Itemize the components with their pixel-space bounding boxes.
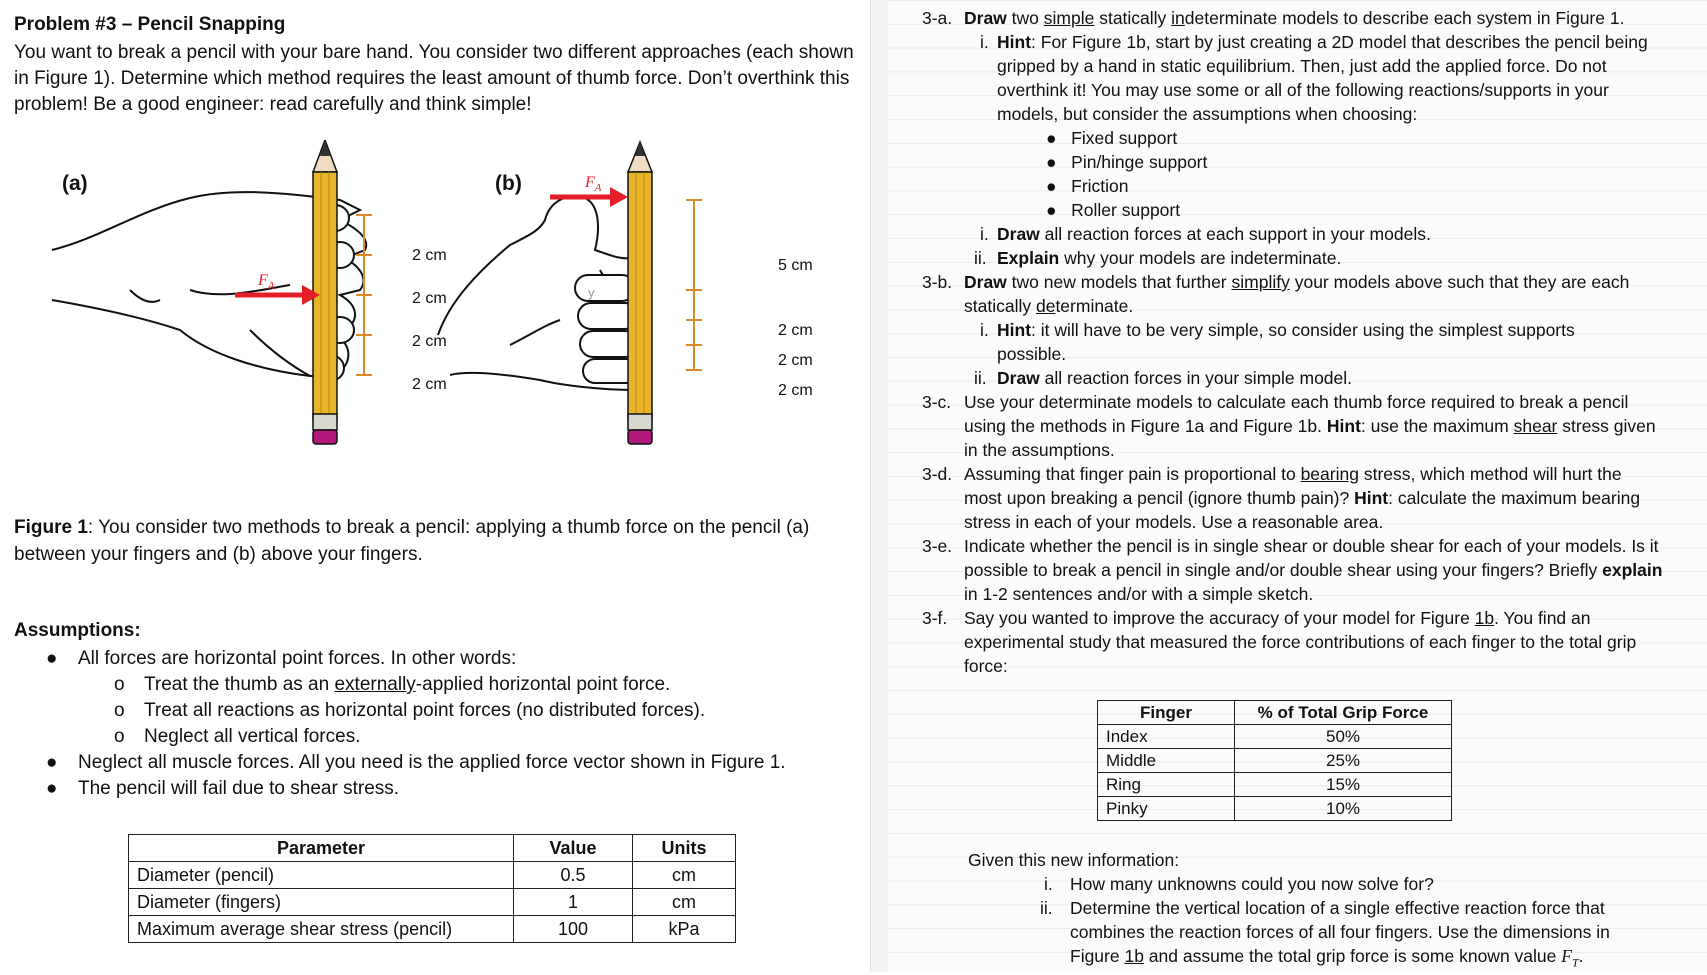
q3c-text: Use your determinate models to calculate each thumb force required to break a pencil using the methods in Figure 1a and Figure 1b. Hint: use the maximum shear stress given in the assumptions.: [964, 392, 1656, 460]
q3a-i-num: i.: [980, 32, 989, 52]
table-cell: cm: [633, 889, 736, 916]
dim-b-1: 5 cm: [778, 257, 813, 274]
dimension-line-a: [356, 215, 372, 375]
support-list-item: ● Fixed support: [1046, 128, 1178, 148]
force-label-b: $F_A$: [585, 174, 602, 194]
assumption-item: ● All forces are horizontal point forces. In other words:: [46, 648, 517, 669]
q3f-i-text: How many unknowns could you now solve for?: [1070, 874, 1434, 894]
table-cell: 10%: [1235, 797, 1452, 821]
table-header-row: [129, 835, 736, 862]
assumption-item: ● The pencil will fail due to shear stress.: [46, 778, 400, 799]
table-row: [1098, 725, 1452, 749]
q3d-text: Assuming that finger pain is proportional to bearing stress, which method will hurt the most upon breaking a pencil (ignore thumb pain)? Hint: calculate the maximum bearing stress in each of your models. Use a reasonable area.: [964, 464, 1641, 532]
problem-title: Problem #3 – Pencil Snapping: [14, 14, 286, 35]
pencil-b: [628, 142, 652, 444]
table-cell: 0.5: [514, 862, 633, 889]
parameter-table: [128, 834, 736, 943]
q3b-ii-text: Draw all reaction forces in your simple model.: [997, 368, 1353, 388]
support-list-item: ● Friction: [1046, 176, 1129, 196]
figure-label-b: (b): [495, 172, 522, 195]
dim-b-2: 2 cm: [778, 322, 813, 339]
table-cell: Maximum average shear stress (pencil): [129, 916, 514, 943]
table-cell: 25%: [1235, 749, 1452, 773]
assumptions-heading: Assumptions:: [14, 620, 141, 641]
header-cell: Value: [514, 835, 633, 862]
q3a-text: Draw two simple statically indeterminate models to describe each system in Figure 1.: [964, 8, 1625, 28]
table-cell: 15%: [1235, 773, 1452, 797]
header-cell: % of Total Grip Force: [1235, 701, 1452, 725]
table-row: [1098, 749, 1452, 773]
support-list-item: ● Pin/hinge support: [1046, 152, 1208, 172]
table-cell: Index: [1098, 725, 1235, 749]
q3b-i-text: Hint: it will have to be very simple, so consider using the simplest supports possible.: [997, 320, 1575, 364]
table-cell: Pinky: [1098, 797, 1235, 821]
q3a-hint: Hint: For Figure 1b, start by just creating a 2D model that describes the pencil being gripped by a hand in static equilibrium. Then, just add the applied force. Do not overthink it! You may use some or all of the following reactions/supports in your models, but consider the assumptions when choosing:: [997, 32, 1648, 124]
caption-label: Figure 1: [14, 517, 88, 538]
q3f-ii-num: ii.: [1040, 898, 1053, 918]
q3a-i2-text: Draw all reaction forces at each support in your models.: [997, 224, 1431, 244]
table-row: [1098, 773, 1452, 797]
q3e-label: 3-e.: [922, 536, 953, 556]
figure-label-a: (a): [62, 172, 88, 195]
q3c-label: 3-c.: [922, 392, 952, 412]
q3a-i2-num: i.: [980, 224, 989, 244]
table-cell: 50%: [1235, 725, 1452, 749]
table-row: [129, 862, 736, 889]
assumption-subitem: o Treat all reactions as horizontal point forces (no distributed forces).: [114, 700, 706, 721]
given-info: Given this new information:: [968, 850, 1180, 870]
problem-intro: You want to break a pencil with your bare hand. You consider two different approaches (each shown in Figure 1). Determine which method requires the least amount of thumb force. Don’t overthink this problem! Be a good engineer: read carefully and think simple!: [14, 42, 854, 115]
q3b-text: Draw two new models that further simplify your models above such that they are each statically determinate.: [964, 272, 1630, 316]
dim-b-4: 2 cm: [778, 382, 813, 399]
table-row: [1098, 797, 1452, 821]
grip-force-table: [1097, 700, 1452, 821]
assumption-subitem: o Neglect all vertical forces.: [114, 726, 361, 747]
header-cell: Parameter: [129, 835, 514, 862]
q3b-label: 3-b.: [922, 272, 953, 292]
q3b-ii-num: ii.: [974, 368, 987, 388]
q3f-ii-text: Determine the vertical location of a single effective reaction force that combines the reaction forces of all four fingers. Use the dimensions in Figure 1b and assume the total grip force is some known value $F_T$.: [1070, 898, 1610, 970]
table-cell: kPa: [633, 916, 736, 943]
figure-1: [40, 140, 840, 500]
table-header-row: [1098, 701, 1452, 725]
q3e-text: Indicate whether the pencil is in single shear or double shear for each of your models. Is it possible to break a pencil in single and/or double shear using your fingers? Briefly explain in 1-2 sentences and/or with a simple sketch.: [964, 536, 1663, 604]
q3b-i-num: i.: [980, 320, 989, 340]
dim-b-3: 2 cm: [778, 352, 813, 369]
header-cell: Units: [633, 835, 736, 862]
dimension-line-b: [686, 200, 702, 370]
figure-caption: [14, 514, 864, 568]
table-cell: cm: [633, 862, 736, 889]
q3f-text: Say you wanted to improve the accuracy of your model for Figure 1b. You find an experimental study that measured the force contributions of each finger to the total grip force:: [964, 608, 1637, 676]
q3a-label: 3-a.: [922, 8, 953, 28]
table-cell: Diameter (pencil): [129, 862, 514, 889]
q3f-label: 3-f.: [922, 608, 948, 628]
table-cell: Ring: [1098, 773, 1235, 797]
support-list-item: ● Roller support: [1046, 200, 1181, 220]
q3f-i-num: i.: [1044, 874, 1053, 894]
table-cell: Diameter (fingers): [129, 889, 514, 916]
page-divider: [870, 0, 890, 972]
pencil-a: [313, 140, 337, 444]
table-cell: 100: [514, 916, 633, 943]
assumptions-section: [14, 620, 864, 802]
force-label-a: $F_A$: [258, 272, 275, 292]
assumption-item: ● Neglect all muscle forces. All you need is the applied force vector shown in Figure 1.: [46, 752, 786, 773]
figure-drawing: [40, 140, 840, 500]
y-axis-label: y: [588, 285, 595, 300]
table-cell: 1: [514, 889, 633, 916]
header-cell: Finger: [1098, 701, 1235, 725]
table-cell: Middle: [1098, 749, 1235, 773]
dim-a-2: 2 cm: [412, 290, 447, 307]
dim-a-1: 2 cm: [412, 247, 447, 264]
dim-a-3: 2 cm: [412, 333, 447, 350]
table-row: [129, 889, 736, 916]
q3d-label: 3-d.: [922, 464, 953, 484]
caption-text: : You consider two methods to break a pencil: applying a thumb force on the pencil (a) between your fingers and (b) above your fingers.: [14, 517, 810, 565]
table-row: [129, 916, 736, 943]
q3a-ii-num: ii.: [974, 248, 987, 268]
assumption-subitem: o Treat the thumb as an externally-applied horizontal point force.: [114, 674, 671, 695]
dim-a-4: 2 cm: [412, 376, 447, 393]
q3a-ii-text: Explain why your models are indeterminate.: [997, 248, 1342, 268]
